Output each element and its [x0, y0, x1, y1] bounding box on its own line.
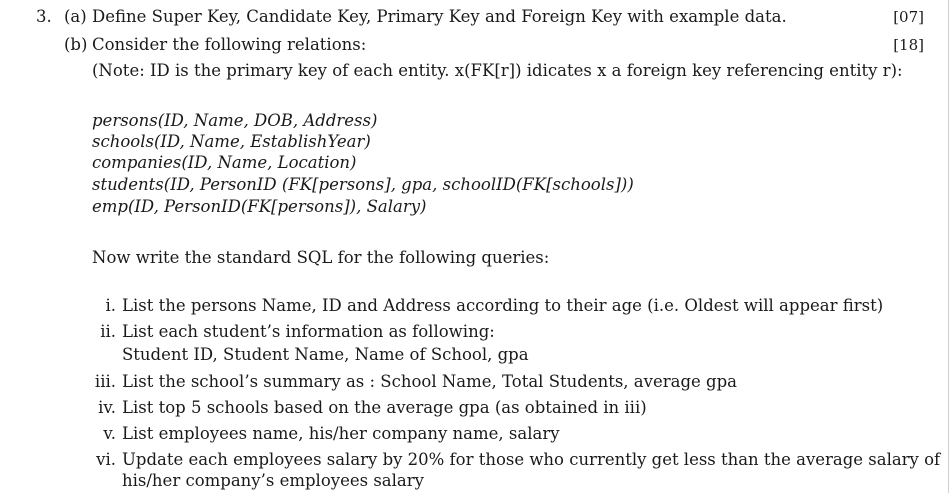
relation-companies: companies(ID, Name, Location): [92, 153, 357, 172]
relation-emp: emp(ID, PersonID(FK[persons]), Salary): [92, 197, 427, 216]
relation-schools: schools(ID, Name, EstablishYear): [92, 132, 371, 151]
part-a-label: (a): [64, 7, 87, 26]
query-number: iii.: [94, 372, 116, 391]
query-text: List top 5 schools based on the average gpa (as obtained in iii): [122, 398, 647, 417]
relation-persons: persons(ID, Name, DOB, Address): [92, 111, 378, 130]
query-text: List the school’s summary as : School Name, Total Students, average gpa: [122, 372, 737, 391]
part-b-text: Consider the following relations:: [92, 35, 367, 54]
sql-instruction: Now write the standard SQL for the following queries:: [92, 248, 550, 267]
query-text: Update each employees salary by 20% for those who currently get less than the average salary of: [122, 450, 941, 469]
query-text: List each student’s information as following:: [122, 322, 495, 341]
query-number: i.: [105, 296, 116, 315]
part-b-note: (Note: ID is the primary key of each entity. x(FK[r]) idicates x a foreign key referencing entity r):: [92, 61, 903, 80]
part-a-text: Define Super Key, Candidate Key, Primary Key and Foreign Key with example data.: [92, 7, 787, 26]
relation-students: students(ID, PersonID (FK[persons], gpa, schoolID(FK[schools])): [92, 175, 634, 194]
query-text: List the persons Name, ID and Address according to their age (i.e. Oldest will appear first): [122, 296, 884, 315]
query-text: List employees name, his/her company name, salary: [122, 424, 560, 443]
query-number: vi.: [96, 450, 116, 469]
query-text-continuation: his/her company’s employees salary: [122, 471, 424, 490]
question-number: 3.: [36, 7, 52, 26]
query-number: ii.: [100, 322, 116, 341]
query-number: v.: [103, 424, 116, 443]
part-b-label: (b): [64, 35, 88, 54]
part-b-marks: [18]: [893, 36, 924, 54]
part-a-marks: [07]: [893, 8, 924, 26]
query-text-continuation: Student ID, Student Name, Name of School, gpa: [122, 345, 529, 364]
query-number: iv.: [98, 398, 116, 417]
